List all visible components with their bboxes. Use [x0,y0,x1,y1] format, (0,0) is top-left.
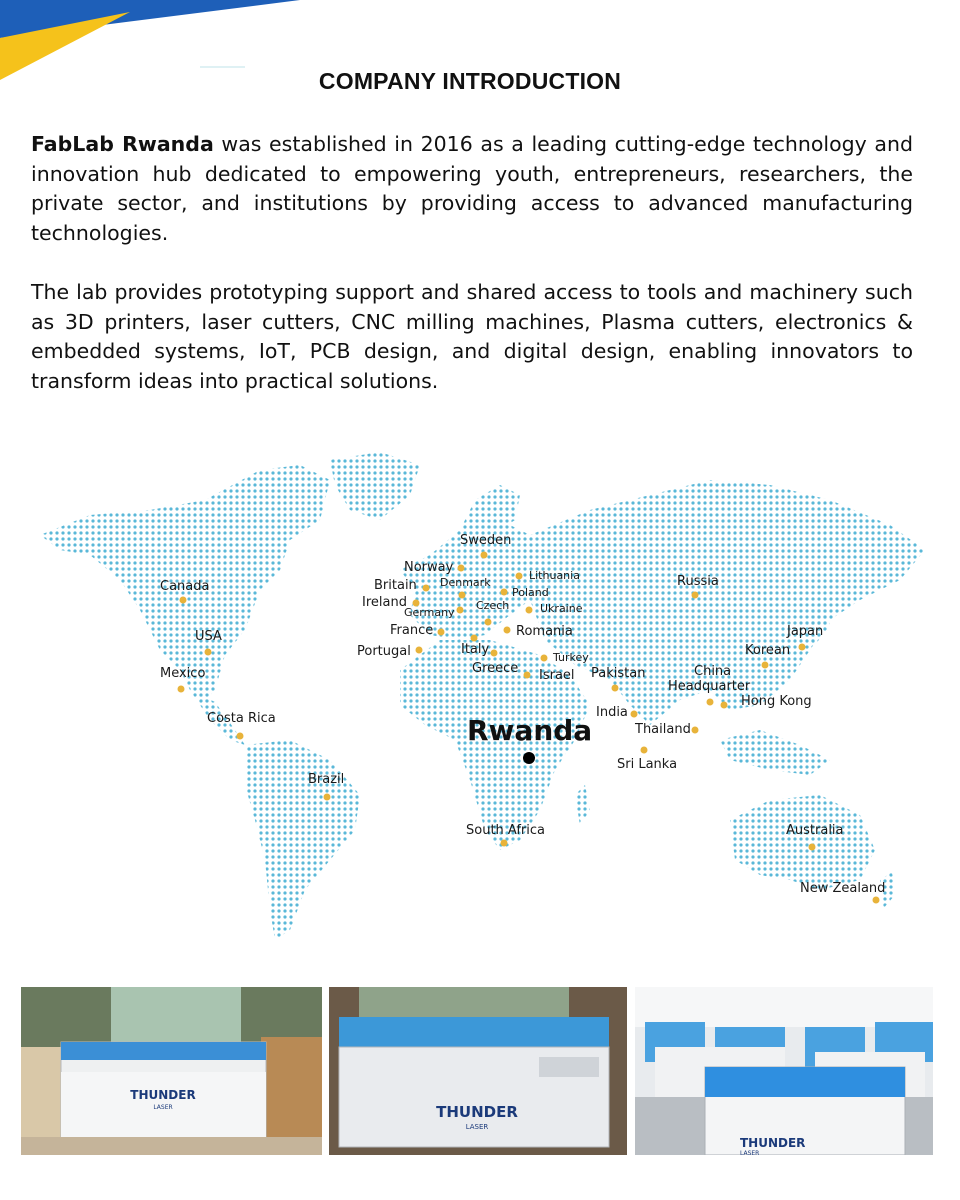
label-india: India [596,705,628,720]
label-lithuania: Lithuania [529,569,580,582]
page-title: COMPANY INTRODUCTION [318,68,622,94]
label-new-zealand: New Zealand [800,881,886,896]
laser-machine-photo-2 [329,987,627,1155]
label-brazil: Brazil [308,772,345,787]
label-czech: Czech [476,599,510,612]
intro-paragraph-1 [31,130,913,248]
label-china: China [694,664,732,679]
label-costa-rica: Costa Rica [207,711,276,726]
label-japan: Japan [787,624,824,639]
label-italy: Italy [461,642,490,657]
label-hong-kong: Hong Kong [741,694,812,709]
label-poland: Poland [512,586,549,599]
thunder-logo-2: THUNDER [436,1103,518,1121]
label-headquarter: Headquarter [668,679,751,694]
label-usa: USA [195,629,222,644]
intro-paragraph-2: The lab provides prototyping support and shared access to tools and machinery such as 3D printers, laser cutters, CNC milling machines, Plasma cutters, electronics & embedded systems, IoT, PCB design, and digital design, enabling innovators to transform ideas into practical solutions. [31,280,913,393]
label-germany: Germany [404,606,455,619]
label-thailand: Thailand [635,722,691,737]
label-pakistan: Pakistan [591,666,646,681]
laser-logo-3: LASER [740,1150,760,1155]
label-israel: Israel [539,668,575,683]
label-korean: Korean [745,643,791,658]
label-canada: Canada [160,579,210,594]
laser-logo-1: LASER [153,1104,173,1111]
label-australia: Australia [786,823,844,838]
label-britain: Britain [374,578,417,593]
factory-floor-photo [635,987,933,1155]
label-romania: Romania [516,624,573,639]
rwanda-marker [523,752,535,764]
label-ukraine: Ukraine [540,602,583,615]
machine-photos [21,987,933,1155]
label-turkey: Turkey [553,651,589,664]
label-denmark: Denmark [440,576,491,589]
label-sri-lanka: Sri Lanka [617,757,678,772]
label-south-africa: South Africa [466,823,545,838]
label-ireland: Ireland [362,595,407,610]
laser-machine-photo-1 [21,987,322,1155]
thunder-logo-3: THUNDER [740,1136,806,1150]
label-greece: Greece [472,661,519,676]
brand-name: FabLab Rwanda [31,132,214,156]
world-map [30,440,940,955]
label-mexico: Mexico [160,666,206,681]
label-portugal: Portugal [357,644,411,659]
label-russia: Russia [677,574,719,589]
thunder-logo-1: THUNDER [130,1088,196,1102]
label-france: France [390,623,434,638]
label-norway: Norway [404,560,454,575]
rwanda-label: Rwanda [467,714,593,747]
intro-paragraph-1-text: was established in 2016 as a leading cutting-edge technology and innovation hub dedicated to empowering youth, entrepreneurs, researchers, the private sector, and institutions by providing access to advanced manufacturing technologies. [31,132,913,245]
laser-logo-2: LASER [465,1123,489,1131]
label-sweden: Sweden [460,533,512,548]
